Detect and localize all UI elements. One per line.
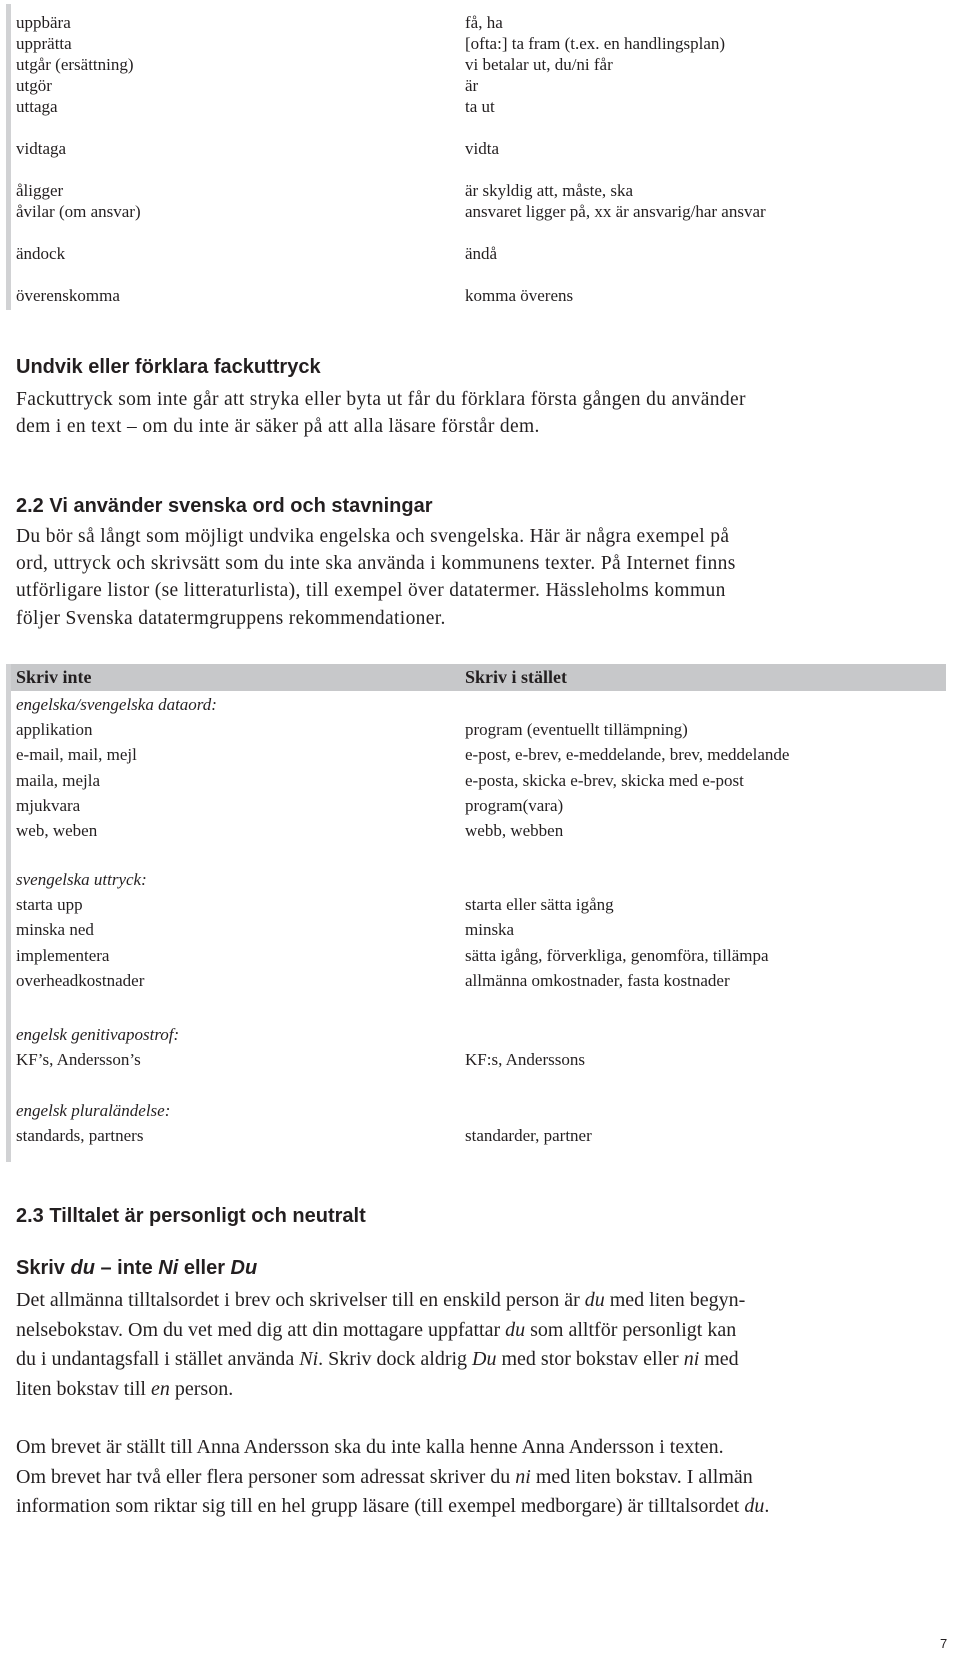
word-pair-use: ansvaret ligger på, xx är ansvarig/har ansvar	[465, 202, 766, 221]
word-pair-use: är	[465, 76, 479, 95]
col-header-skriv-inte: Skriv inte	[16, 667, 92, 687]
para-line	[16, 1433, 951, 1463]
recommended-term: e-post, e-brev, e-meddelande, brev, meddelande	[465, 745, 790, 765]
text-run: .	[764, 1495, 770, 1517]
word-pair-avoid: utgår (ersättning)	[16, 55, 134, 74]
section-2-3-heading	[16, 1205, 366, 1228]
recommended-term: webb, webben	[465, 821, 564, 840]
recommended-term: program(vara)	[465, 795, 564, 815]
word-pair-avoid: uppbära	[16, 13, 71, 32]
word-pair-avoid: utgör	[16, 76, 52, 95]
text-run: person.	[169, 1377, 234, 1400]
italic-term: ni	[683, 1348, 700, 1370]
italic-term: ni	[515, 1465, 531, 1488]
text-run: som alltför personligt kan	[525, 1318, 737, 1341]
text-run: du i undantagsfall i stället använda	[16, 1348, 300, 1370]
section-2-2-heading	[16, 495, 433, 518]
text-run: information som riktar sig till en hel grupp läsare (till exempel medborgare) är tilltalsordet	[16, 1495, 745, 1517]
subheading-skriv-du	[16, 1257, 257, 1280]
category-label: svengelska uttryck:	[16, 870, 147, 889]
word-pair-avoid: åligger	[16, 181, 64, 200]
para-line	[16, 1463, 951, 1493]
col-header-skriv-i-stallet: Skriv i stället	[465, 667, 567, 687]
word-pair-avoid: ändock	[16, 244, 66, 263]
text-run: . Skriv dock aldrig	[318, 1348, 473, 1370]
page-number: 7	[940, 1636, 948, 1651]
recommended-term: KF:s, Anderssons	[465, 1050, 585, 1070]
italic-term: du	[584, 1289, 605, 1311]
word-pair-avoid: vidtaga	[16, 139, 67, 158]
word-pair-avoid: överenskomma	[16, 286, 120, 305]
avoid-term: starta upp	[16, 895, 83, 915]
sub-text: eller	[178, 1257, 231, 1279]
sub-text: du	[70, 1257, 95, 1279]
tilltal-paragraph-1	[16, 1286, 951, 1404]
fack-line: dem i en text – om du inte är säker på att alla läsare förstår dem.	[16, 416, 540, 438]
italic-term: Du	[472, 1348, 497, 1370]
recommended-term: starta eller sätta igång	[465, 895, 614, 915]
word-pair-use: vidta	[465, 139, 499, 158]
tilltal-paragraph-2	[16, 1433, 951, 1522]
para-line: följer Svenska datatermgruppens rekommendationer.	[16, 607, 446, 629]
category-label: engelsk genitivapostrof:	[16, 1025, 180, 1044]
para-line	[16, 1286, 951, 1316]
avoid-term: KF’s, Andersson’s	[16, 1050, 141, 1070]
word-pair-use: vi betalar ut, du/ni får	[465, 55, 613, 74]
sub-text: Ni	[158, 1257, 179, 1279]
section-title: Vi använder svenska ord och stavningar	[49, 495, 433, 517]
word-pair-avoid: upprätta	[16, 34, 72, 53]
word-pair-use: är skyldig att, måste, ska	[465, 181, 634, 200]
italic-term: du	[744, 1495, 765, 1517]
para-line	[16, 1492, 951, 1522]
avoid-term: mjukvara	[16, 795, 81, 815]
section-title: Tilltalet är personligt och neutralt	[49, 1205, 366, 1227]
table-margin-bar	[6, 664, 11, 1162]
avoid-term: e-mail, mail, mejl	[16, 745, 137, 765]
recommended-term: allmänna omkostnader, fasta kostnader	[465, 970, 730, 990]
para-line: Du bör så långt som möjligt undvika engelska och svengelska. Här är några exempel på	[16, 526, 730, 547]
avoid-term: web, weben	[16, 821, 98, 840]
text-run: med liten bokstav. I allmän	[530, 1465, 753, 1488]
para-line	[16, 1316, 951, 1346]
category-label: engelsk pluraländelse:	[16, 1101, 171, 1120]
sub-text: Du	[230, 1257, 258, 1279]
text-run: nelsebokstav. Om du vet med dig att din mottagare uppfattar	[16, 1318, 506, 1341]
word-pair-use: ta ut	[465, 97, 495, 116]
recommended-term: e-posta, skicka e-brev, skicka med e-post	[465, 770, 744, 790]
italic-term: en	[151, 1377, 170, 1400]
recommended-term: minska	[465, 920, 515, 940]
recommended-term: program (eventuellt tillämpning)	[465, 720, 688, 740]
italic-term: Ni	[299, 1348, 319, 1370]
avoid-term: minska ned	[16, 920, 94, 940]
word-pair-use: ändå	[465, 244, 498, 263]
text-run: Det allmänna tilltalsordet i brev och skrivelser till en enskild person är	[16, 1289, 585, 1311]
category-label: engelska/svengelska dataord:	[16, 695, 217, 714]
word-pair-avoid: uttaga	[16, 97, 58, 116]
text-run: med liten begyn-	[604, 1289, 746, 1311]
section-number: 2.2	[16, 495, 44, 517]
para-line: ord, uttryck och skrivsätt som du inte ska använda i kommunens texter. På Internet finns	[16, 553, 736, 575]
section-2-2-paragraph	[16, 523, 946, 632]
recommended-term: standarder, partner	[465, 1126, 592, 1146]
avoid-term: applikation	[16, 720, 93, 740]
word-pair-use: [ofta:] ta fram (t.ex. en handlingsplan)	[465, 34, 726, 53]
word-pair-avoid: åvilar (om ansvar)	[16, 202, 141, 221]
avoid-term: maila, mejla	[16, 770, 101, 790]
para-line	[16, 1375, 951, 1405]
fack-line: Fackuttryck som inte går att stryka eller byta ut får du förklara första gången du använder	[16, 389, 746, 410]
italic-term: du	[505, 1318, 526, 1341]
fack-heading: Undvik eller förklara fackuttryck	[16, 356, 321, 378]
section-number: 2.3	[16, 1205, 44, 1227]
word-pair-use: komma överens	[465, 286, 574, 305]
text-run: Om brevet har två eller flera personer som adressat skriver du	[16, 1465, 516, 1488]
avoid-term: standards, partners	[16, 1126, 144, 1146]
para-line	[16, 1345, 951, 1375]
recommended-term: sätta igång, förverkliga, genomföra, tillämpa	[465, 945, 769, 965]
top-table-margin-bar	[6, 4, 11, 310]
sub-text: – inte	[94, 1257, 159, 1279]
avoid-term: implementera	[16, 945, 110, 965]
text-run: med	[699, 1348, 739, 1370]
fack-paragraph	[16, 386, 946, 440]
avoid-term: overheadkostnader	[16, 970, 145, 990]
text-run: Om brevet är ställt till Anna Andersson ska du inte kalla henne Anna Andersson i texten.	[16, 1436, 724, 1458]
text-run: med stor bokstav eller	[496, 1348, 684, 1370]
word-pair-use: få, ha	[465, 13, 503, 32]
sub-text: Skriv	[16, 1257, 71, 1279]
para-line: utförligare listor (se litteraturlista), till exempel över datatermer. Hässleholms kommun	[16, 580, 726, 602]
text-run: liten bokstav till	[16, 1377, 151, 1400]
